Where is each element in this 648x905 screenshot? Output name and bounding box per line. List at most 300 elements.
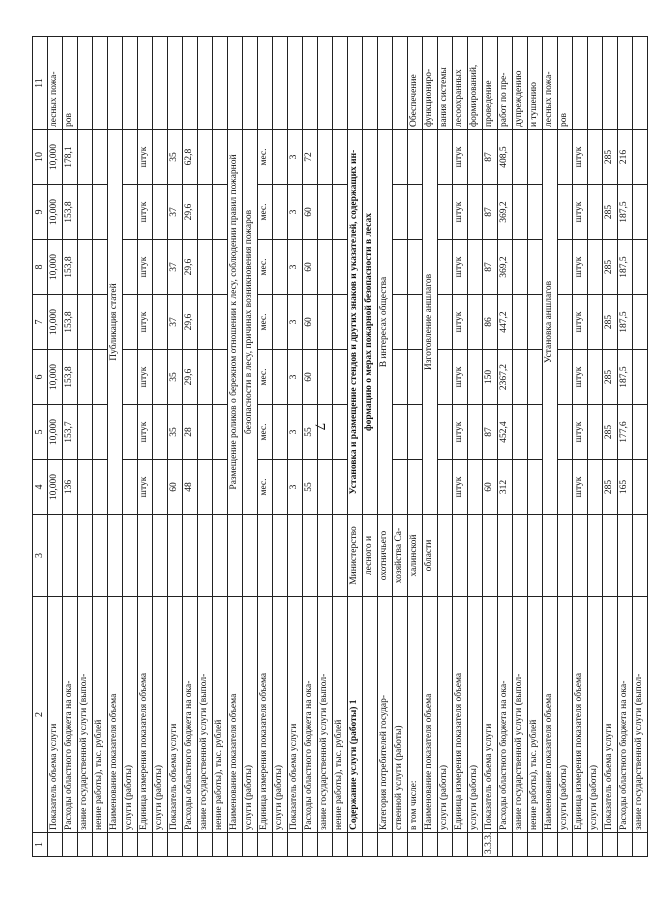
table-row <box>228 37 243 857</box>
row-number-cell <box>303 833 318 857</box>
value-cell <box>633 130 648 185</box>
table-row <box>48 37 63 857</box>
table-row <box>183 37 198 857</box>
value-cell: 3 <box>288 405 303 460</box>
value-cell <box>78 460 93 515</box>
row-number-cell <box>633 833 648 857</box>
row-label-cell: Единица измерения показателя объема <box>258 597 273 833</box>
goal-cell <box>228 37 243 130</box>
value-cell <box>393 295 408 350</box>
value-cell: штук <box>453 295 468 350</box>
row-label-cell: Наименование показателя объема <box>108 597 123 833</box>
value-cell: 35 <box>168 130 183 185</box>
value-cell: 55 <box>303 405 318 460</box>
row-number-cell <box>333 833 348 857</box>
value-cell: мес. <box>258 460 273 515</box>
section-title-cell: В интересах общества <box>378 130 393 515</box>
table-row <box>483 37 498 857</box>
executor-cell: халинской <box>408 515 423 597</box>
table-row <box>318 37 333 857</box>
executor-cell <box>573 515 588 597</box>
row-number-cell: 3.3.3. <box>483 833 498 857</box>
value-cell: 29,6 <box>183 295 198 350</box>
col-header: 8 <box>33 240 48 295</box>
value-cell <box>393 240 408 295</box>
row-label-cell: Показатель объема услуги <box>168 597 183 833</box>
goal-cell: проведение <box>483 37 498 130</box>
value-cell <box>198 350 213 405</box>
executor-cell <box>93 515 108 597</box>
value-cell <box>333 130 348 185</box>
value-cell <box>93 295 108 350</box>
goal-cell <box>318 37 333 130</box>
value-cell: 87 <box>483 240 498 295</box>
goal-cell: лесоохранных <box>453 37 468 130</box>
value-cell <box>93 405 108 460</box>
executor-cell <box>228 515 243 597</box>
value-cell <box>528 460 543 515</box>
executor-cell <box>483 515 498 597</box>
goal-cell <box>123 37 138 130</box>
value-cell <box>558 185 573 240</box>
table-row <box>273 37 288 857</box>
value-cell: 153,8 <box>63 185 78 240</box>
executor-cell <box>198 515 213 597</box>
row-number-cell <box>273 833 288 857</box>
rotated-table-container <box>32 37 644 857</box>
value-cell: 285 <box>603 460 618 515</box>
table-row <box>168 37 183 857</box>
goal-cell <box>348 37 363 130</box>
table-row <box>153 37 168 857</box>
value-cell: 3 <box>288 185 303 240</box>
row-label-cell: Показатель объема услуги <box>483 597 498 833</box>
value-cell <box>528 130 543 185</box>
value-cell <box>78 185 93 240</box>
value-cell <box>93 350 108 405</box>
table-row <box>288 37 303 857</box>
col-header: 9 <box>33 185 48 240</box>
value-cell <box>213 240 228 295</box>
budget-table <box>32 36 648 857</box>
goal-cell <box>603 37 618 130</box>
value-cell <box>558 405 573 460</box>
value-cell: 62,8 <box>183 130 198 185</box>
row-number-cell <box>513 833 528 857</box>
value-cell <box>468 460 483 515</box>
value-cell <box>528 350 543 405</box>
row-number-cell <box>213 833 228 857</box>
value-cell <box>123 185 138 240</box>
goal-cell: лесных пожа- <box>48 37 63 130</box>
value-cell <box>198 240 213 295</box>
goal-cell <box>78 37 93 130</box>
value-cell <box>318 460 333 515</box>
table-row <box>543 37 558 857</box>
value-cell <box>78 130 93 185</box>
row-label-cell: Категория потребителей государ- <box>378 597 393 833</box>
table-row <box>108 37 123 857</box>
executor-cell <box>123 515 138 597</box>
row-number-cell <box>228 833 243 857</box>
table-row <box>633 37 648 857</box>
table-row <box>423 37 438 857</box>
executor-cell: хозяйства Са- <box>393 515 408 597</box>
value-cell: 60 <box>303 350 318 405</box>
value-cell: 87 <box>483 185 498 240</box>
value-cell <box>213 185 228 240</box>
value-cell: 285 <box>603 295 618 350</box>
row-label-cell: Показатель объема услуги <box>48 597 63 833</box>
value-cell: штук <box>453 130 468 185</box>
goal-cell <box>108 37 123 130</box>
row-number-cell <box>318 833 333 857</box>
row-label-cell: нение работы), тыс. рублей <box>333 597 348 833</box>
goal-cell <box>213 37 228 130</box>
goal-cell: и тушению <box>528 37 543 130</box>
table-row <box>453 37 468 857</box>
value-cell <box>393 350 408 405</box>
row-number-cell <box>453 833 468 857</box>
col-header: 10 <box>33 130 48 185</box>
value-cell <box>513 405 528 460</box>
value-cell: 187,5 <box>618 350 633 405</box>
row-label-cell: зание государственной услуги (выпол- <box>633 597 648 833</box>
section-title-cell: формацию о мерах пожарной безопасности в лесах <box>363 130 378 515</box>
value-cell: 3 <box>288 350 303 405</box>
executor-cell: области <box>423 515 438 597</box>
value-cell <box>633 295 648 350</box>
executor-cell: охотничьего <box>378 515 393 597</box>
row-number-cell <box>78 833 93 857</box>
value-cell: 60 <box>168 460 183 515</box>
table-row <box>573 37 588 857</box>
row-number-cell <box>288 833 303 857</box>
row-label-cell: зание государственной услуги (выпол- <box>318 597 333 833</box>
value-cell: 72 <box>303 130 318 185</box>
value-cell <box>468 240 483 295</box>
value-cell <box>123 130 138 185</box>
value-cell <box>153 185 168 240</box>
value-cell <box>318 130 333 185</box>
executor-cell <box>108 515 123 597</box>
value-cell: 60 <box>303 185 318 240</box>
row-number-cell <box>618 833 633 857</box>
value-cell: 60 <box>303 295 318 350</box>
goal-cell <box>93 37 108 130</box>
row-number-cell <box>363 833 378 857</box>
value-cell: штук <box>138 240 153 295</box>
value-cell <box>273 460 288 515</box>
goal-cell: работ по пре- <box>498 37 513 130</box>
value-cell <box>633 350 648 405</box>
value-cell: 29,6 <box>183 240 198 295</box>
row-number-cell <box>528 833 543 857</box>
goal-cell: Обеспечение <box>408 37 423 130</box>
value-cell <box>438 130 453 185</box>
row-label-cell: услуги (работы) <box>558 597 573 833</box>
value-cell <box>273 405 288 460</box>
row-number-cell <box>423 833 438 857</box>
row-label-cell: нение работы), тыс. рублей <box>213 597 228 833</box>
executor-cell <box>633 515 648 597</box>
table-row <box>408 37 423 857</box>
value-cell: штук <box>138 185 153 240</box>
value-cell: 10,000 <box>48 460 63 515</box>
value-cell: 29,6 <box>183 350 198 405</box>
value-cell: 3 <box>288 130 303 185</box>
value-cell <box>588 130 603 185</box>
table-row <box>63 37 78 857</box>
value-cell: 187,5 <box>618 240 633 295</box>
executor-cell <box>468 515 483 597</box>
col-header: 3 <box>33 515 48 597</box>
value-cell: 153,8 <box>63 295 78 350</box>
value-cell <box>513 350 528 405</box>
value-cell <box>633 460 648 515</box>
value-cell: 28 <box>183 405 198 460</box>
value-cell <box>438 185 453 240</box>
value-cell <box>333 240 348 295</box>
value-cell <box>468 350 483 405</box>
value-cell <box>198 295 213 350</box>
table-row <box>333 37 348 857</box>
section-title-cell: безопасности в лесу, причинах возникновения пожаров <box>243 130 258 515</box>
value-cell <box>408 460 423 515</box>
row-label-cell: Единица измерения показателя объема <box>138 597 153 833</box>
row-number-cell <box>408 833 423 857</box>
row-number-cell <box>168 833 183 857</box>
value-cell <box>153 130 168 185</box>
value-cell <box>408 295 423 350</box>
row-label-cell: Расходы областного бюджета на ока- <box>498 597 513 833</box>
value-cell <box>438 240 453 295</box>
table-row <box>363 37 378 857</box>
value-cell <box>513 295 528 350</box>
col-header: 5 <box>33 405 48 460</box>
page-number: 7 <box>311 422 328 431</box>
goal-cell <box>633 37 648 130</box>
value-cell: штук <box>453 405 468 460</box>
value-cell: штук <box>573 350 588 405</box>
executor-cell <box>243 515 258 597</box>
value-cell: 285 <box>603 130 618 185</box>
value-cell: мес. <box>258 405 273 460</box>
value-cell <box>213 130 228 185</box>
row-number-cell <box>138 833 153 857</box>
row-label-cell: ственной услуги (работы) <box>393 597 408 833</box>
value-cell <box>198 405 213 460</box>
value-cell <box>588 405 603 460</box>
value-cell <box>468 295 483 350</box>
value-cell <box>123 350 138 405</box>
row-label-cell: Расходы областного бюджета на ока- <box>618 597 633 833</box>
executor-cell: лесного и <box>363 515 378 597</box>
value-cell <box>633 405 648 460</box>
value-cell: 55 <box>303 460 318 515</box>
value-cell: 136 <box>63 460 78 515</box>
table-row <box>348 37 363 857</box>
value-cell: штук <box>453 460 468 515</box>
row-number-cell <box>393 833 408 857</box>
row-label-cell: Наименование показателя объема <box>423 597 438 833</box>
value-cell <box>153 405 168 460</box>
executor-cell <box>498 515 513 597</box>
goal-cell <box>198 37 213 130</box>
section-title-cell: Изготовление аншлагов <box>423 130 438 515</box>
executor-cell <box>603 515 618 597</box>
value-cell: 3 <box>288 295 303 350</box>
value-cell <box>513 240 528 295</box>
value-cell <box>408 350 423 405</box>
table-row <box>378 37 393 857</box>
value-cell: 216 <box>618 130 633 185</box>
row-label-cell: услуги (работы) <box>588 597 603 833</box>
value-cell <box>318 350 333 405</box>
value-cell: штук <box>573 130 588 185</box>
goal-cell <box>243 37 258 130</box>
value-cell <box>213 350 228 405</box>
table-row <box>603 37 618 857</box>
value-cell: 37 <box>168 185 183 240</box>
section-title-cell: Публикация статей <box>108 130 123 515</box>
row-label-cell: Показатель объема услуги <box>603 597 618 833</box>
row-label-cell: услуги (работы) <box>273 597 288 833</box>
value-cell <box>198 130 213 185</box>
row-number-cell <box>198 833 213 857</box>
value-cell <box>213 295 228 350</box>
table-row <box>138 37 153 857</box>
row-label-cell: нение работы), тыс. рублей <box>528 597 543 833</box>
goal-cell <box>573 37 588 130</box>
value-cell: 447,2 <box>498 295 513 350</box>
value-cell <box>123 240 138 295</box>
row-number-cell <box>48 833 63 857</box>
goal-cell: ров <box>63 37 78 130</box>
value-cell <box>438 460 453 515</box>
value-cell: 29,6 <box>183 185 198 240</box>
value-cell <box>318 405 333 460</box>
value-cell: 285 <box>603 350 618 405</box>
executor-cell <box>63 515 78 597</box>
executor-cell <box>168 515 183 597</box>
goal-cell <box>153 37 168 130</box>
value-cell <box>558 295 573 350</box>
executor-cell <box>273 515 288 597</box>
goal-cell <box>378 37 393 130</box>
row-number-cell <box>258 833 273 857</box>
value-cell: мес. <box>258 295 273 350</box>
row-number-cell <box>603 833 618 857</box>
value-cell <box>213 460 228 515</box>
row-number-cell <box>108 833 123 857</box>
row-number-cell <box>558 833 573 857</box>
value-cell: 369,2 <box>498 240 513 295</box>
executor-cell <box>258 515 273 597</box>
value-cell <box>438 350 453 405</box>
executor-cell <box>153 515 168 597</box>
value-cell <box>123 460 138 515</box>
value-cell <box>333 460 348 515</box>
row-number-cell <box>243 833 258 857</box>
value-cell <box>153 350 168 405</box>
row-number-cell <box>123 833 138 857</box>
col-header: 4 <box>33 460 48 515</box>
table-row <box>588 37 603 857</box>
row-label-cell: Расходы областного бюджета на ока- <box>303 597 318 833</box>
goal-cell: вания системы <box>438 37 453 130</box>
value-cell <box>333 185 348 240</box>
row-number-cell <box>588 833 603 857</box>
value-cell <box>408 185 423 240</box>
table-row <box>303 37 318 857</box>
value-cell <box>513 130 528 185</box>
value-cell: 60 <box>303 240 318 295</box>
goal-cell: формирований, <box>468 37 483 130</box>
value-cell: штук <box>138 350 153 405</box>
row-label-cell: Единица измерения показателя объема <box>453 597 468 833</box>
value-cell: 35 <box>168 405 183 460</box>
executor-cell <box>513 515 528 597</box>
executor-cell <box>558 515 573 597</box>
value-cell: 153,8 <box>63 240 78 295</box>
goal-cell <box>303 37 318 130</box>
row-label-cell: Наименование показателя объема <box>228 597 243 833</box>
row-label-cell <box>363 597 378 833</box>
executor-cell: Министерство <box>348 515 363 597</box>
value-cell: 150 <box>483 350 498 405</box>
table-row <box>213 37 228 857</box>
col-header: 6 <box>33 350 48 405</box>
row-label-cell: Расходы областного бюджета на ока- <box>183 597 198 833</box>
value-cell: 60 <box>483 460 498 515</box>
table-row <box>513 37 528 857</box>
row-label-cell: зание государственной услуги (выпол- <box>78 597 93 833</box>
value-cell: 285 <box>603 405 618 460</box>
value-cell <box>198 460 213 515</box>
value-cell <box>408 240 423 295</box>
value-cell: штук <box>573 240 588 295</box>
value-cell <box>633 240 648 295</box>
executor-cell <box>138 515 153 597</box>
goal-cell: лесных пожа- <box>543 37 558 130</box>
row-label-cell: услуги (работы) <box>468 597 483 833</box>
value-cell <box>588 240 603 295</box>
value-cell: 285 <box>603 185 618 240</box>
value-cell: 87 <box>483 405 498 460</box>
value-cell <box>333 350 348 405</box>
value-cell: 187,5 <box>618 295 633 350</box>
value-cell: штук <box>138 130 153 185</box>
value-cell: штук <box>453 185 468 240</box>
value-cell <box>393 405 408 460</box>
goal-cell <box>288 37 303 130</box>
table-row <box>498 37 513 857</box>
value-cell <box>78 405 93 460</box>
table-row <box>438 37 453 857</box>
value-cell <box>123 295 138 350</box>
value-cell <box>273 240 288 295</box>
section-title-cell: Размещение роликов о бережном отношении к лесу, соблюдении правил пожарной <box>228 130 243 515</box>
row-label-cell: Показатель объема услуги <box>288 597 303 833</box>
row-number-cell <box>498 833 513 857</box>
table-row <box>243 37 258 857</box>
value-cell <box>633 185 648 240</box>
value-cell: 86 <box>483 295 498 350</box>
row-label-cell: Расходы областного бюджета на ока- <box>63 597 78 833</box>
goal-cell <box>138 37 153 130</box>
table-row <box>78 37 93 857</box>
